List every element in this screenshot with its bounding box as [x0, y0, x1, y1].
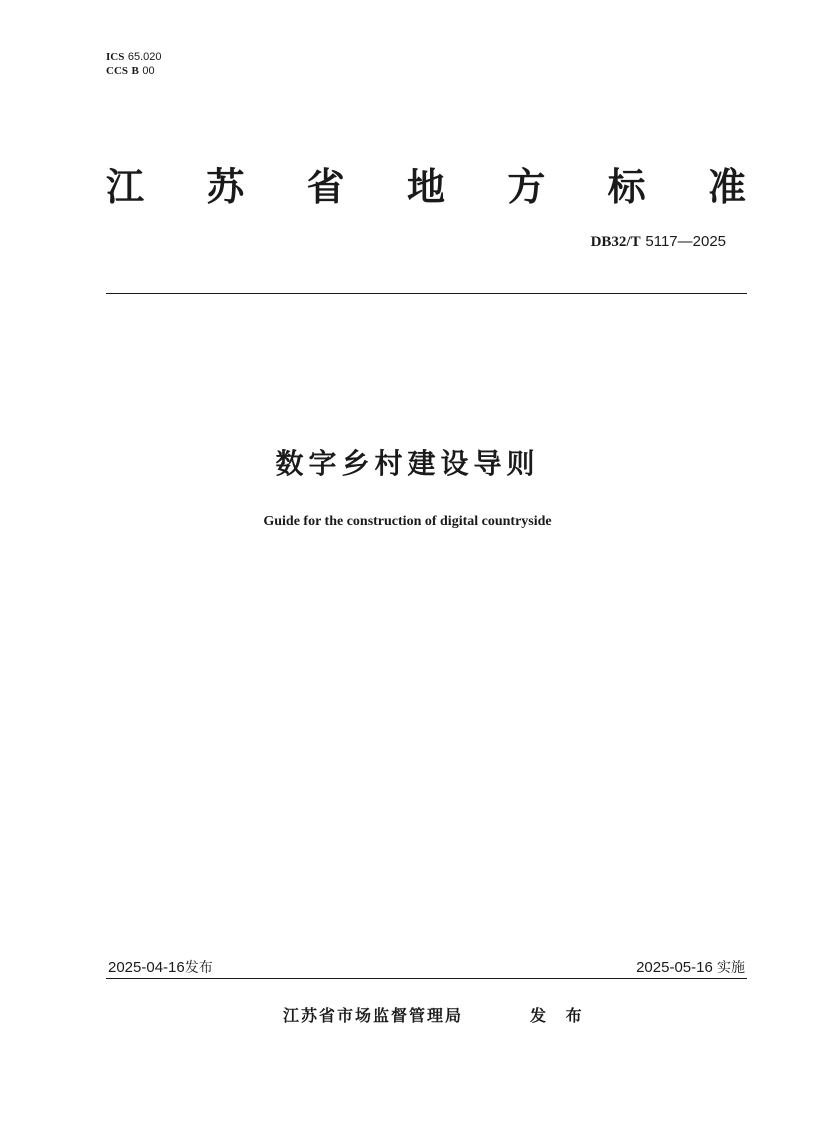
standard-type-char: 地	[406, 164, 445, 209]
ccs-code	[106, 64, 162, 78]
issue-date-block	[108, 957, 213, 977]
implement-label: 实施	[717, 960, 745, 976]
publish-verb: 发 布	[530, 1006, 582, 1025]
standard-number-value: 5117—2025	[645, 233, 726, 250]
ics-label: ICS	[106, 51, 125, 63]
standard-type-char: 标	[607, 164, 646, 209]
standard-type-char: 准	[707, 164, 746, 209]
standard-type-char: 省	[306, 164, 345, 209]
bottom-divider	[106, 978, 747, 979]
standard-number-prefix: DB32/T	[590, 234, 641, 250]
date-row	[106, 957, 747, 977]
top-divider	[106, 293, 747, 294]
standard-type-heading	[106, 158, 746, 208]
standard-type-char: 苏	[206, 164, 245, 209]
implement-date-block	[636, 957, 745, 977]
document-title-zh: 数字乡村建设导则	[275, 447, 540, 480]
classification-codes	[106, 50, 162, 78]
ics-value: 65.020	[127, 51, 162, 63]
implement-date: 2025-05-16	[636, 959, 713, 976]
ccs-label: CCS	[106, 65, 129, 77]
issue-date: 2025-04-16	[108, 959, 185, 976]
ccs-class: B	[131, 65, 139, 77]
standard-type-char: 方	[507, 164, 546, 209]
publisher-name: 江苏省市场监督管理局	[283, 1006, 464, 1025]
ccs-value: 00	[142, 65, 155, 77]
standard-type-char: 江	[106, 164, 145, 209]
issue-label: 发布	[184, 960, 213, 976]
document-title-en: Guide for the construction of digital countryside	[263, 514, 552, 529]
ics-code	[106, 50, 162, 64]
standard-number	[591, 232, 726, 251]
